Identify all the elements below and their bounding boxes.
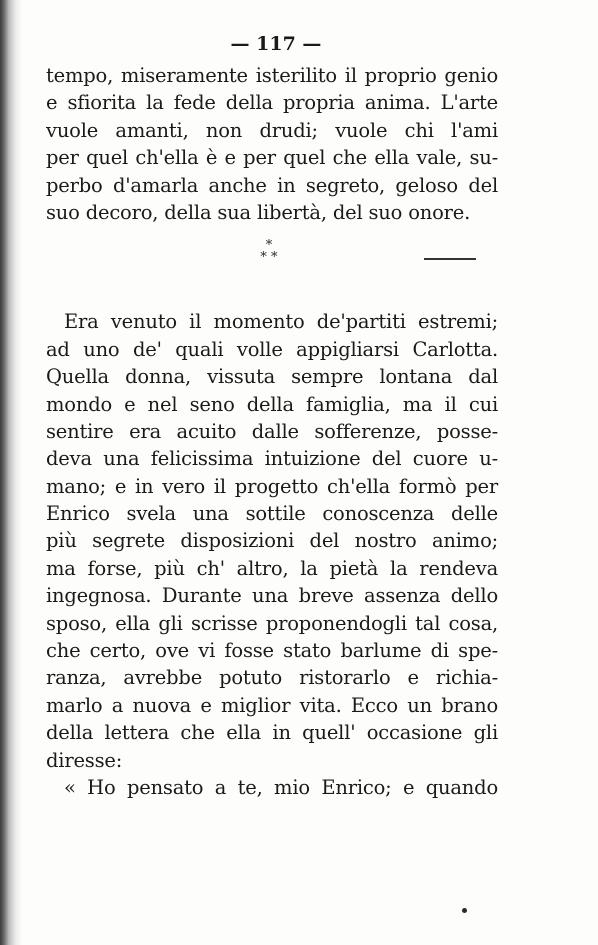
text-line: e sfiorita la fede della propria anima. L'arte (46, 91, 498, 115)
text-line: marlo a nuova e miglior vita. Ecco un brano (46, 693, 498, 717)
text-line: più segrete disposizioni del nostro animo; (46, 529, 498, 553)
text-line: per quel ch'ella è e per quel che ella vale, su- (46, 146, 498, 170)
text-line: mano; e in vero il progetto ch'ella formò per (46, 474, 498, 498)
text-line: diresse: (46, 748, 123, 772)
text-line: deva una felicissima intuizione del cuore u- (46, 447, 498, 471)
text-line: ranza, avrebbe potuto ristorarlo e richia- (46, 666, 498, 690)
text-line: Enrico svela una sottile conoscenza delle (46, 502, 498, 526)
text-line: tempo, miseramente isterilito il proprio genio (46, 64, 498, 87)
page-binding-shadow (0, 0, 22, 945)
text-line: ad uno de' quali volle appigliarsi Carlotta. (46, 337, 498, 361)
section-separator (46, 226, 498, 308)
paragraph-2 (46, 308, 498, 774)
asterism-bottom: * * (260, 250, 278, 266)
text-line: vuole amanti, non drudi; vuole chi l'ami (46, 118, 498, 142)
text-line: che certo, ove vi fosse stato barlume di spe- (46, 639, 498, 663)
text-line: suo decoro, della sua libertà, del suo onore. (46, 200, 471, 224)
paragraph-1 (46, 62, 498, 226)
text-line: Quella donna, vissuta sempre lontana dal (46, 365, 498, 389)
text-line: della lettera che ella in quell' occasione gli (46, 721, 498, 745)
asterism (254, 240, 284, 264)
text-line: sentire era acuito dalle sofferenze, posse- (46, 419, 498, 443)
text-line: mondo e nel seno della famiglia, ma il cui (46, 392, 498, 416)
text-line: sposo, ella gli scrisse proponendogli tal cosa, (46, 611, 498, 635)
text-line: ingegnosa. Durante una breve assenza dello (46, 584, 498, 608)
text-line: ma forse, più ch' altro, la pietà la rendeva (46, 556, 498, 580)
page-text (46, 26, 498, 801)
text-line: perbo d'amarla anche in segreto, geloso del (46, 173, 498, 197)
asterism-top: * (265, 238, 273, 254)
ink-rule-mark (424, 258, 476, 260)
text-line: Era venuto il momento de'partiti estremi; (64, 310, 498, 334)
page-number: — 117 — (230, 33, 322, 55)
text-line: « Ho pensato a te, mio Enrico; e quando (64, 775, 498, 799)
paragraph-3 (46, 774, 498, 801)
ink-speck (462, 908, 467, 913)
